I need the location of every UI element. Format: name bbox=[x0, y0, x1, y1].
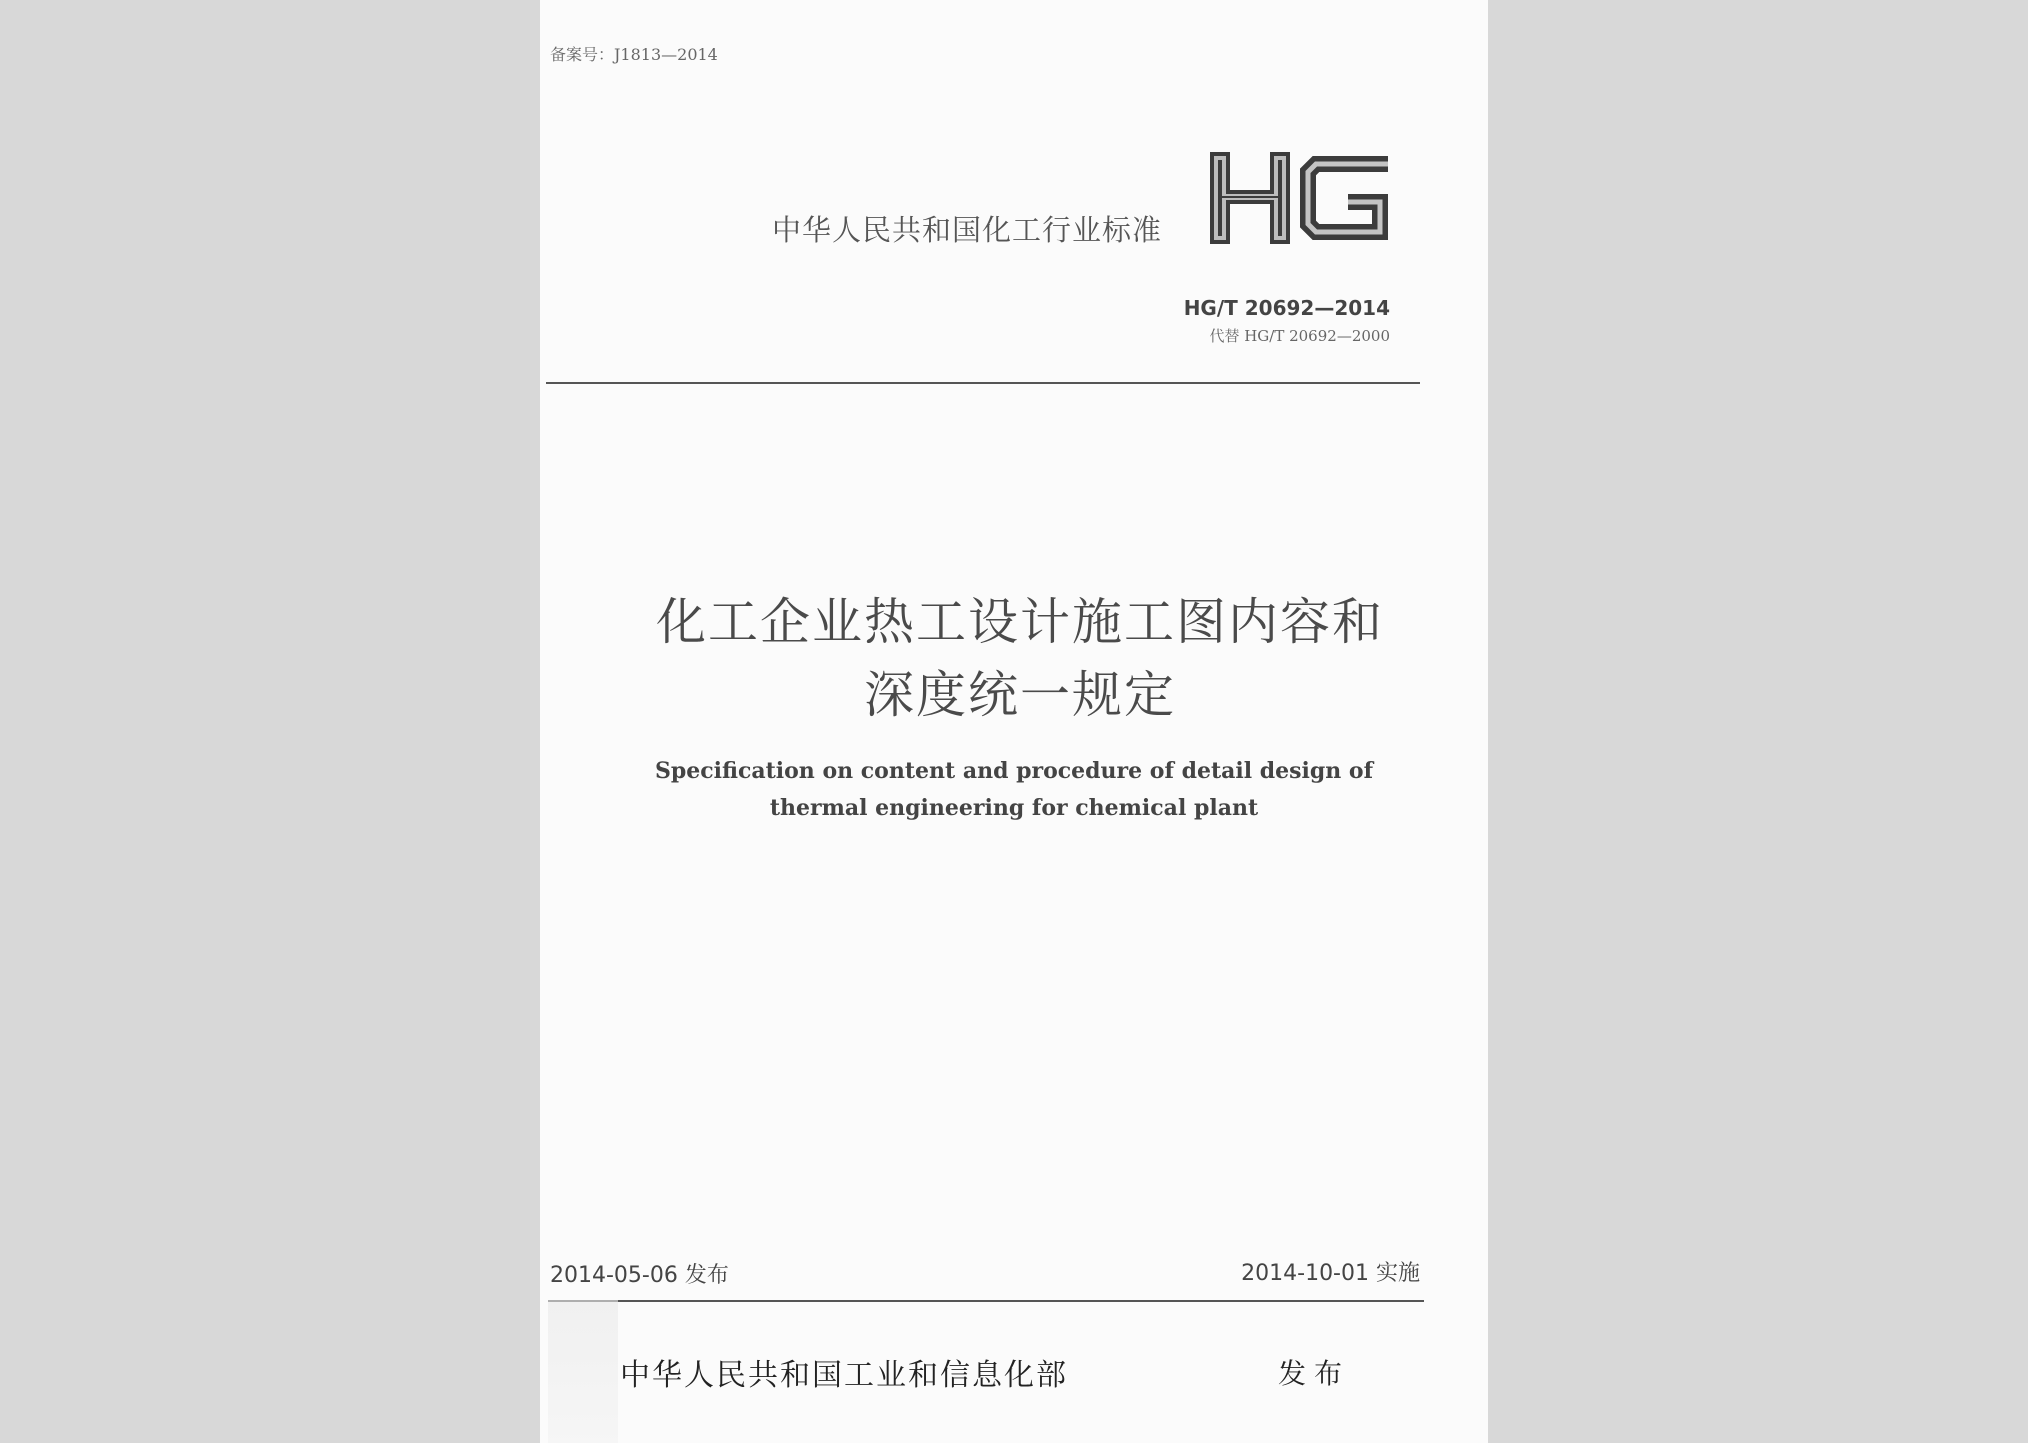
publish-label: 发布 bbox=[1278, 1357, 1351, 1390]
document-page bbox=[540, 0, 1488, 1443]
top-divider bbox=[546, 382, 1420, 384]
title-en-line2: thermal engineering for chemical plant bbox=[769, 795, 1259, 821]
title-en-line1: Specification on content and procedure of detail design of bbox=[654, 758, 1374, 784]
standard-code: HG/T 20692—2014 bbox=[1183, 296, 1390, 320]
effective-date: 2014-10-01 实施 bbox=[1241, 1261, 1420, 1286]
hg-logo bbox=[1208, 150, 1392, 246]
bottom-divider bbox=[548, 1300, 1424, 1302]
publisher-name: 中华人民共和国工业和信息化部 bbox=[620, 1358, 1068, 1393]
industry-standard-title: 中华人民共和国化工行业标准 bbox=[772, 213, 1163, 247]
record-number: 备案号：J1813—2014 bbox=[550, 45, 718, 64]
title-cn-line1: 化工企业热工设计施工图内容和 bbox=[656, 593, 1384, 651]
replaces-standard: 代替 HG/T 20692—2000 bbox=[1209, 327, 1390, 345]
scan-shadow bbox=[548, 1300, 618, 1443]
issue-date: 2014-05-06 发布 bbox=[550, 1263, 729, 1288]
title-cn-line2: 深度统一规定 bbox=[864, 666, 1176, 724]
